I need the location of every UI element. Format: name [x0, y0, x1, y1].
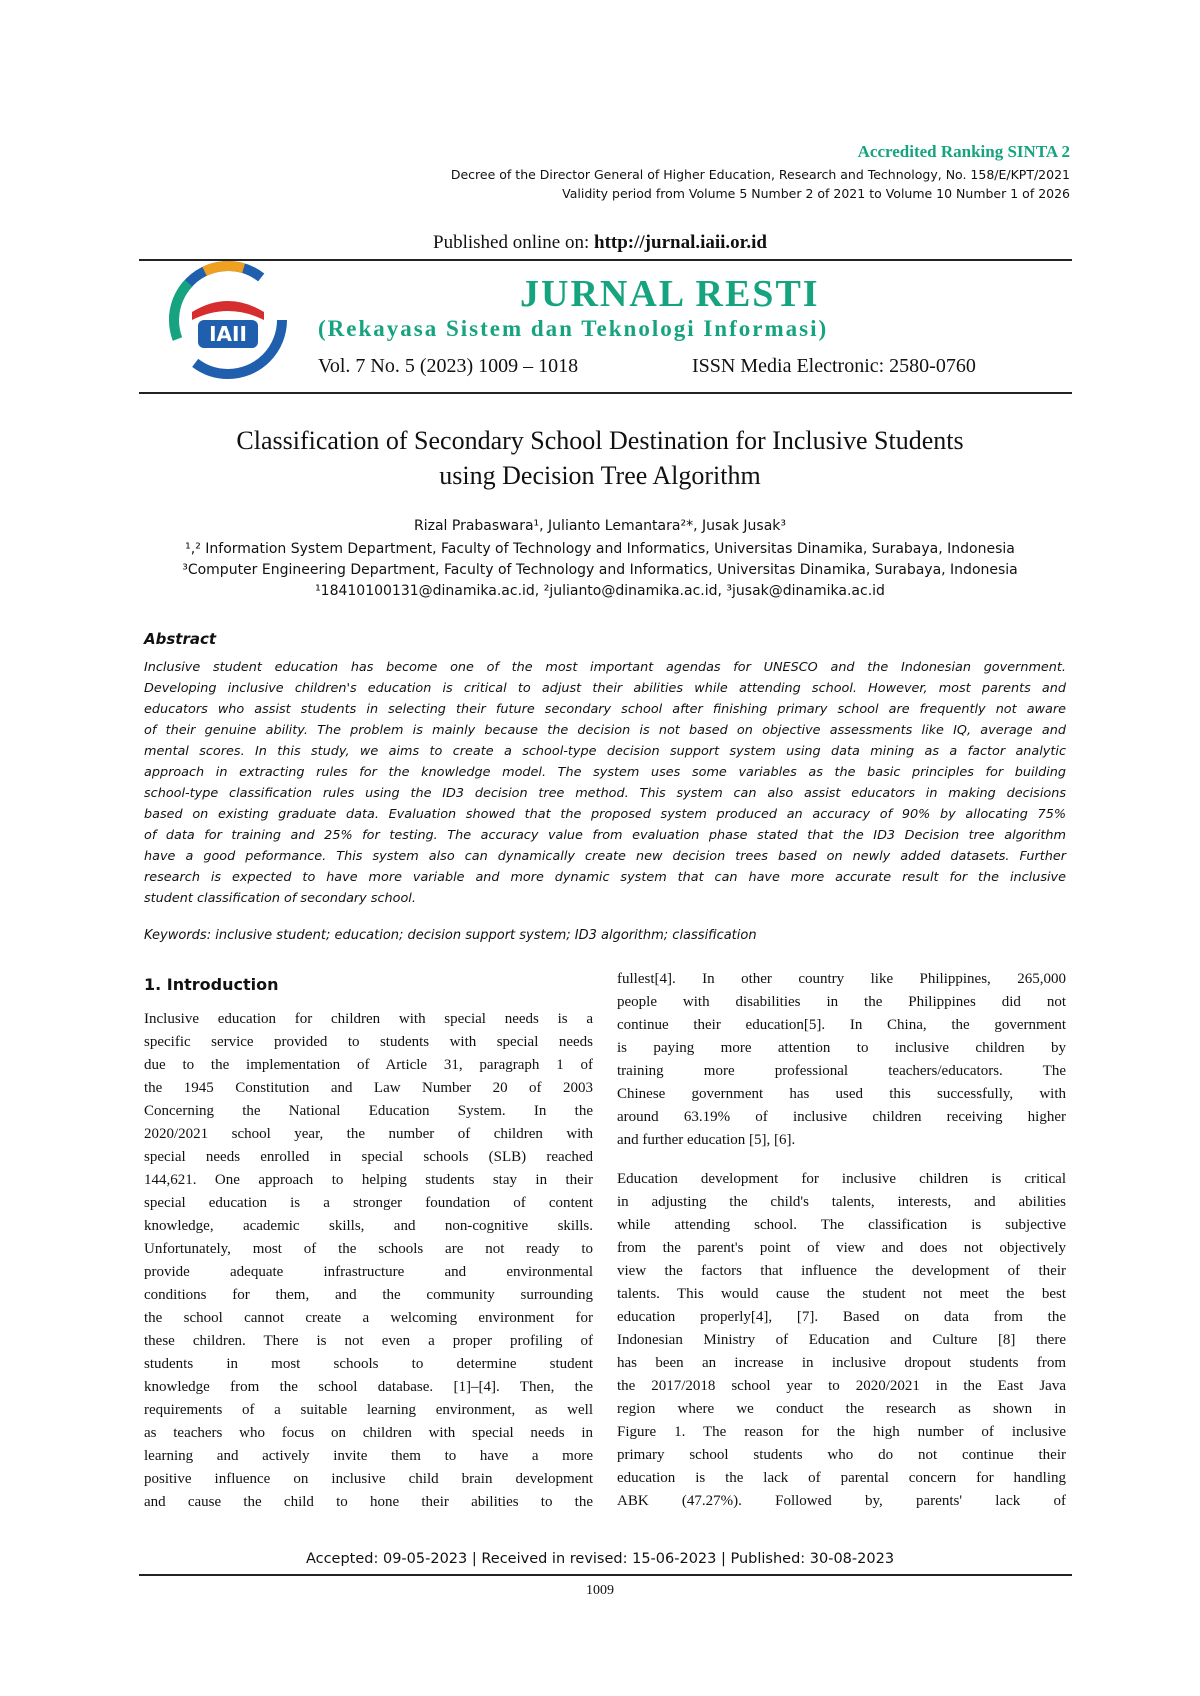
left-column-line: specific service provided to students with special needs: [144, 1034, 593, 1050]
header-rule-bottom: [139, 392, 1072, 394]
keywords-label: Keywords:: [144, 928, 212, 943]
abstract-line: student classification of secondary school.: [144, 891, 416, 906]
journal-name: JURNAL RESTI: [520, 273, 820, 315]
left-column-line: due to the implementation of Article 31, paragraph 1 of: [144, 1057, 593, 1073]
left-column-line: and cause the child to hone their abilities to the: [144, 1494, 593, 1510]
right-column-line: view the factors that influence the development of their: [617, 1263, 1066, 1279]
right-column-line: Education development for inclusive children is critical: [617, 1171, 1066, 1187]
article-title-line-2: using Decision Tree Algorithm: [439, 461, 761, 490]
right-column-line: Chinese government has used this successfully, with: [617, 1086, 1066, 1102]
decree-line-2: Validity period from Volume 5 Number 2 of 2021 to Volume 10 Number 1 of 2026: [562, 186, 1070, 201]
affiliation-1: ¹,² Information System Department, Faculty of Technology and Informatics, Universitas Dinamika, Surabaya, Indonesia: [185, 541, 1015, 557]
right-column-line: continue their education[5]. In China, the government: [617, 1017, 1066, 1033]
right-column-line: and further education [5], [6].: [617, 1132, 796, 1148]
abstract-line: educators who assist students in selecting their future secondary school after finishing primary school are frequently not aware: [144, 702, 1066, 717]
article-dates: Accepted: 09-05-2023 | Received in revised: 15-06-2023 | Published: 30-08-2023: [305, 1551, 895, 1567]
abstract-line: Developing inclusive children's education is critical to adjust their abilities while attending school. However, most parents and: [144, 681, 1066, 696]
abstract-line: based on existing graduate data. Evaluation showed that the proposed system produced an accuracy of 90% by allocating 75%: [144, 807, 1066, 822]
keywords-list: inclusive student; education; decision support system; ID3 algorithm; classification: [215, 928, 757, 943]
left-column-line: learning and actively invite them to have a more: [144, 1448, 593, 1464]
authors: Rizal Prabaswara¹, Julianto Lemantara²*, Jusak Jusak³: [414, 518, 786, 534]
left-column-line: requirements of a suitable learning environment, as well: [144, 1402, 593, 1418]
published-prefix: Published online on:: [433, 232, 594, 253]
logo-text: IAII: [209, 322, 247, 346]
issn-info: ISSN Media Electronic: 2580-0760: [692, 355, 976, 377]
right-column-line: in adjusting the child's talents, interests, and abilities: [617, 1194, 1066, 1210]
right-column-line: education properly[4], [7]. Based on data from the: [617, 1309, 1066, 1325]
abstract-line: approach in extracting rules for the knowledge model. The system uses some variables as the basic principles for building: [144, 765, 1066, 780]
keywords: [144, 928, 757, 943]
left-column-line: 2020/2021 school year, the number of children with: [144, 1126, 593, 1142]
abstract-line: Inclusive student education has become one of the most important agendas for UNESCO and the Indonesian government.: [144, 660, 1066, 675]
left-column-line: the school cannot create a welcoming environment for: [144, 1310, 593, 1326]
left-column-line: conditions for them, and the community surrounding: [144, 1287, 593, 1303]
published-online: [200, 232, 1000, 254]
abstract-heading: Abstract: [144, 630, 217, 648]
right-column-line: primary school students who do not continue their: [617, 1447, 1066, 1463]
left-column-line: positive influence on inclusive child brain development: [144, 1471, 593, 1487]
right-column-line: is paying more attention to inclusive children by: [617, 1040, 1066, 1056]
right-column-line: from the parent's point of view and does not objectively: [617, 1240, 1066, 1256]
right-column-line: people with disabilities in the Philippines did not: [617, 994, 1066, 1010]
abstract-line: of their genuine ability. The problem is mainly because the decision is not based on objective assessments like IQ, average and: [144, 723, 1066, 738]
journal-subtitle: (Rekayasa Sistem dan Teknologi Informasi): [318, 316, 829, 341]
right-column-line: talents. This would cause the student not meet the best: [617, 1286, 1066, 1302]
left-column-line: 144,621. One approach to helping students stay in their: [144, 1172, 593, 1188]
volume-info: Vol. 7 No. 5 (2023) 1009 – 1018: [318, 355, 579, 377]
abstract-line: mental scores. In this study, we aims to create a school-type decision support system using data mining as a factor analytic: [144, 744, 1066, 759]
left-column-line: special education is a stronger foundation of content: [144, 1195, 593, 1211]
footer-rule: [139, 1574, 1072, 1576]
left-column-line: as teachers who focus on children with special needs in: [144, 1425, 593, 1441]
decree-line-1: Decree of the Director General of Higher Education, Research and Technology, No. 158/E/KPT/2021: [450, 167, 1070, 182]
iaii-logo: [168, 260, 288, 380]
left-column-line: Concerning the National Education System. In the: [144, 1103, 593, 1119]
left-column-line: special needs enrolled in special schools (SLB) reached: [144, 1149, 593, 1165]
left-column-line: provide adequate infrastructure and environmental: [144, 1264, 593, 1280]
abstract-line: research is expected to have more variable and more dynamic system that can have more accurate result for the inclusive: [144, 870, 1066, 885]
right-column-line: the 2017/2018 school year to 2020/2021 in the East Java: [617, 1378, 1066, 1394]
abstract-line: school-type classification rules using the ID3 decision tree method. This system can also assist educators in making decisions: [144, 786, 1066, 801]
left-column-line: Inclusive education for children with special needs is a: [144, 1011, 593, 1027]
left-column-line: the 1945 Constitution and Law Number 20 of 2003: [144, 1080, 593, 1096]
abstract-line: have a good peformance. This system also can dynamically create new decision trees based on newly added datasets. Further: [144, 849, 1066, 864]
right-column-line: while attending school. The classification is subjective: [617, 1217, 1066, 1233]
left-column-line: students in most schools to determine student: [144, 1356, 593, 1372]
author-emails[interactable]: ¹18410100131@dinamika.ac.id, ²julianto@dinamika.ac.id, ³jusak@dinamika.ac.id: [315, 583, 885, 599]
right-column-line: region where we conduct the research as shown in: [617, 1401, 1066, 1417]
affiliation-2: ³Computer Engineering Department, Faculty of Technology and Informatics, Universitas Dinamika, Surabaya, Indonesia: [182, 562, 1018, 578]
right-column-line: ABK (47.27%). Followed by, parents' lack of: [617, 1493, 1066, 1509]
article-title-line-1: Classification of Secondary School Destination for Inclusive Students: [236, 426, 964, 455]
right-column-line: around 63.19% of inclusive children receiving higher: [617, 1109, 1066, 1125]
right-column-line: has been an increase in inclusive dropout students from: [617, 1355, 1066, 1371]
right-column-line: training more professional teachers/educators. The: [617, 1063, 1066, 1079]
right-column-line: fullest[4]. In other country like Philippines, 265,000: [617, 971, 1066, 987]
section-heading-introduction: 1. Introduction: [144, 975, 279, 994]
right-column-line: Figure 1. The reason for the high number of inclusive: [617, 1424, 1066, 1440]
abstract-line: of data for training and 25% for testing. The accuracy value from evaluation phase stated that the ID3 Decision tree algorithm: [144, 828, 1066, 843]
left-column-line: knowledge from the school database. [1]–[4]. Then, the: [144, 1379, 593, 1395]
left-column-line: these children. There is not even a proper profiling of: [144, 1333, 593, 1349]
right-column-line: education is the lack of parental concern for handling: [617, 1470, 1066, 1486]
left-column-line: knowledge, academic skills, and non-cognitive skills.: [144, 1218, 593, 1234]
right-column-line: Indonesian Ministry of Education and Culture [8] there: [617, 1332, 1066, 1348]
page-number: 1009: [586, 1583, 614, 1598]
left-column-line: Unfortunately, most of the schools are not ready to: [144, 1241, 593, 1257]
accreditation-title: Accredited Ranking SINTA 2: [857, 142, 1070, 161]
journal-url-link[interactable]: http://jurnal.iaii.or.id: [594, 232, 767, 253]
